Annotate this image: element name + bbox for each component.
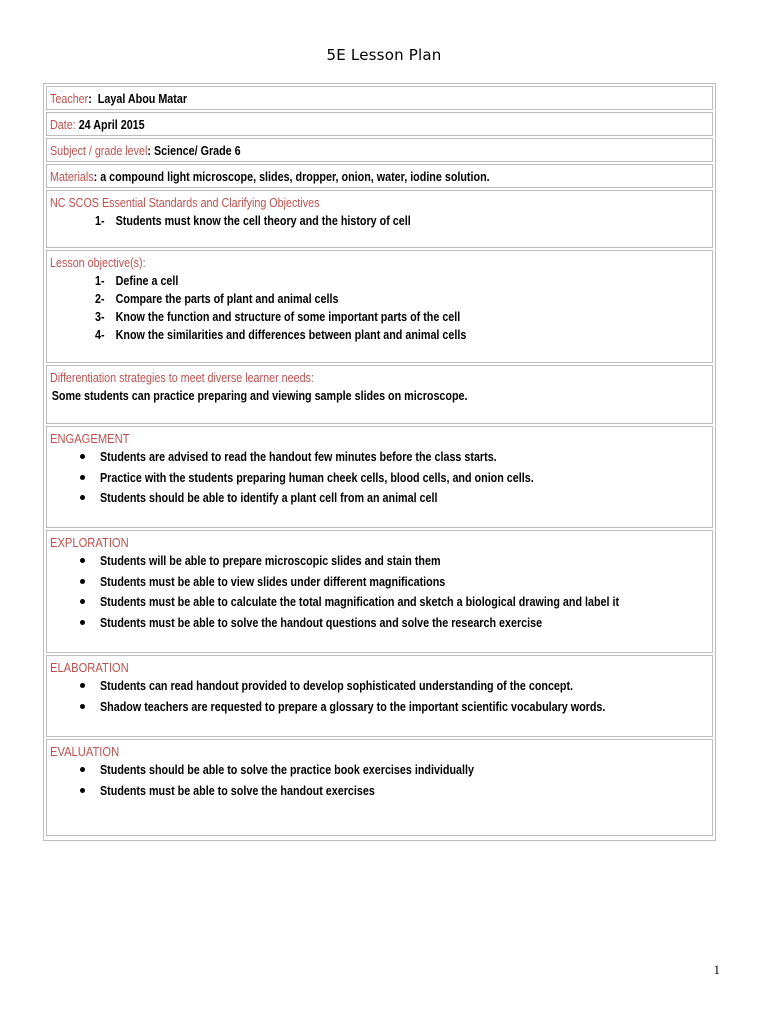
list-text: Students must be able to solve the handout questions and solve the research exercise <box>100 615 543 630</box>
list-item <box>71 272 708 290</box>
list-number: 1- <box>95 214 105 228</box>
elaboration-list <box>50 677 708 718</box>
bullet-icon <box>80 579 85 584</box>
teacher-cell <box>46 86 713 110</box>
standards-heading: NC SCOS Essential Standards and Clarifying Objectives <box>50 196 320 210</box>
materials-label: Materials <box>50 170 94 184</box>
bullet-icon <box>80 475 85 480</box>
bullet-icon <box>80 704 85 709</box>
date-cell <box>46 112 713 136</box>
list-item <box>80 573 708 594</box>
document-title: 5E Lesson Plan <box>326 46 442 64</box>
teacher-colon: : <box>88 92 98 106</box>
list-item <box>71 290 708 308</box>
subject-label: Subject / grade level <box>50 144 148 158</box>
list-number: 1- <box>95 274 105 288</box>
lesson-plan-table <box>43 83 716 841</box>
exploration-list <box>50 552 708 634</box>
bullet-icon <box>80 788 85 793</box>
date-value: 24 April 2015 <box>78 118 145 132</box>
engagement-heading: ENGAGEMENT <box>50 431 130 446</box>
list-item <box>80 593 708 614</box>
materials-value: a compound light microscope, slides, dropper, onion, water, iodine solution. <box>100 170 490 184</box>
subject-cell <box>46 138 713 162</box>
engagement-cell <box>46 426 713 528</box>
list-item <box>80 552 708 573</box>
bullet-icon <box>80 558 85 563</box>
bullet-icon <box>80 620 85 625</box>
list-item <box>80 448 708 469</box>
list-number: 4- <box>95 328 105 342</box>
evaluation-list <box>50 761 708 802</box>
exploration-heading: EXPLORATION <box>50 535 129 550</box>
bullet-icon <box>80 767 85 772</box>
list-text: Shadow teachers are requested to prepare a glossary to the important scientific vocabulary words. <box>100 699 606 714</box>
list-item <box>80 614 708 635</box>
list-item <box>71 308 708 326</box>
elaboration-heading: ELABORATION <box>50 660 129 675</box>
objectives-heading: Lesson objective(s): <box>50 256 146 270</box>
bullet-icon <box>80 683 85 688</box>
list-text: Students must be able to calculate the total magnification and sketch a biological drawing and label it <box>100 595 620 609</box>
list-text: Know the similarities and differences between plant and animal cells <box>115 328 467 342</box>
list-item <box>80 698 708 719</box>
list-text: Practice with the students preparing human cheek cells, blood cells, and onion cells. <box>100 470 534 485</box>
list-item <box>71 212 708 230</box>
list-item <box>80 489 708 510</box>
list-text: Compare the parts of plant and animal cells <box>115 292 339 306</box>
list-number: 2- <box>95 292 105 306</box>
teacher-value: Layal Abou Matar <box>97 92 188 106</box>
exploration-cell <box>46 530 713 653</box>
subject-value: Science/ Grade 6 <box>153 144 241 158</box>
differentiation-cell <box>46 365 713 424</box>
date-label: Date: <box>50 118 76 132</box>
elaboration-cell <box>46 655 713 737</box>
bullet-icon <box>80 599 85 604</box>
list-item <box>80 782 708 803</box>
list-item <box>80 677 708 698</box>
list-text: Students must know the cell theory and the history of cell <box>115 214 411 228</box>
list-text: Students must be able to solve the handout exercises <box>100 783 375 798</box>
list-text: Students must be able to view slides under different magnifications <box>100 574 446 589</box>
evaluation-heading: EVALUATION <box>50 744 120 759</box>
list-text: Students are advised to read the handout few minutes before the class starts. <box>100 450 497 464</box>
standards-list <box>50 212 708 230</box>
teacher-label: Teacher <box>50 92 89 106</box>
list-number: 3- <box>95 310 105 324</box>
list-text: Students should be able to solve the practice book exercises individually <box>100 763 474 777</box>
objectives-list <box>50 272 708 344</box>
materials-colon: : <box>93 170 101 184</box>
standards-cell <box>46 190 713 248</box>
list-item <box>80 761 708 782</box>
bullet-icon <box>80 495 85 500</box>
materials-cell <box>46 164 713 188</box>
differentiation-text: Some students can practice preparing and viewing sample slides on microscope. <box>51 389 468 403</box>
subject-colon: : <box>147 144 154 158</box>
differentiation-heading: Differentiation strategies to meet diverse learner needs: <box>50 371 314 385</box>
list-text: Know the function and structure of some important parts of the cell <box>115 310 461 324</box>
list-item <box>80 469 708 490</box>
objectives-cell <box>46 250 713 363</box>
evaluation-cell <box>46 739 713 836</box>
list-text: Define a cell <box>115 274 179 288</box>
list-text: Students can read handout provided to develop sophisticated understanding of the concept. <box>100 679 574 693</box>
list-text: Students should be able to identify a plant cell from an animal cell <box>100 491 438 505</box>
bullet-icon <box>80 454 85 459</box>
list-text: Students will be able to prepare microscopic slides and stain them <box>100 554 441 568</box>
list-item <box>71 326 708 344</box>
engagement-list <box>50 448 708 510</box>
page-number: 1 <box>713 962 720 977</box>
